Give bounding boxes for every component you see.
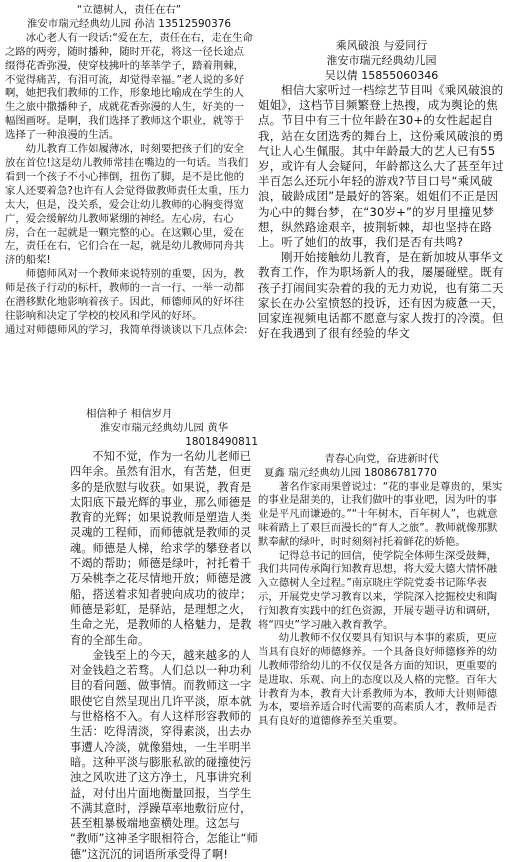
article-byline: 夏鑫 瑞元经典幼儿园 18086781770 — [264, 466, 437, 479]
paragraph: 相信大家听过一档综艺节目叫《乘风破浪的姐姐》，这档节目频繁登上热搜，成为舆论的焦点。节目中有三十位年龄在30+的女性起起自我，站在女团选秀的舞台上，这份乘风破浪的勇气让人心生佩服。其中年龄最大的艺人已有55岁，或许有人会疑问，年龄都这么大了甚至年过半百怎么还玩小年轻的游戏?节目口号“乘风破浪，破龄成团”是最好的答案。姐姐们不正是因为心中的舞台梦，在“30岁+”的岁月里撞见梦想，纵然路途艰辛，披荆斩棘，却也坚持在路上。听了她们的故事，我们是否有共鸣? — [258, 83, 504, 250]
article-chengfeng-polang — [258, 38, 505, 360]
article-body — [70, 449, 258, 862]
paragraph: 幼儿教育工作如履薄冰，时刻要把孩子们的安全放在首位!这是幼儿教师常挂在嘴边的一句话。当我们看到一个孩子不小心摔倒，扭伤了脚，是不是比他的 家人还要着急?也许有人会觉得做教师责任太重，压力太大，但是，没关系，爱会让幼儿教师的心胸变得宽广，爱会缓解幼儿教师紧绷的神经。左心房，右心房，合在一起就是一颗完整的心。在这颗心里，爱在左，责任在右，它们合在一起，就是幼儿教师同舟共济的船桨! — [5, 143, 250, 267]
article-title: 青春心向党，奋进新时代 — [324, 453, 439, 465]
paragraph: 师德师风对一个教师来说特别的重要，因为，教师是孩子行动的标杆，教师的一言一行、一举一动都在潜移默化地影响着孩子。因此，师德师风的好坏往往影响和决定了学校的校风和学风的好坏。 — [5, 268, 244, 322]
paragraph: 幼儿教师不仅仅要具有知识与本事的素质，更应当具有良好的师德修养。一个具备良好师德修养的幼儿教师带给幼儿的不仅仅是各方面的知识，更重要的是进取、乐观、向上的态度以及人格的完整。百年大计教育为本，教育大计系教师为本，教师大计则师德为本，要培养适合时代需要的高素质人才，教师是否具有良好的道德修养至关重要。 — [258, 632, 497, 728]
article-xiangxin-zhongzi — [70, 407, 258, 861]
article-body — [258, 481, 505, 729]
article-byline-contact: 吴以倩 15855060346 — [324, 69, 439, 82]
article-title: 相信种子 相信岁月 — [86, 408, 173, 420]
article-body — [258, 83, 505, 341]
paragraph: 通过对师德师风的学习，我简单得谈谈以下几点体会: — [5, 323, 248, 336]
paragraph: 冰心老人有一段话:“爱在左，责任在右，走在生命之路的两旁，随时播种，随时开花，将这一径长途点缀得花香弥漫，使穿枝拂叶的莘莘学子，踏着荆棘，不觉得痛苦，有泪可流，却觉得幸福。”老人说的多好啊，她把我们教师的工作，形象地比喻成在学生的人生之旅中撒播种子，成就花香弥漫的人生，好美的一幅图画呀。是啊，我们选择了教师这个职业，就等于选择了一种浪漫的生活。 — [5, 31, 253, 142]
article-byline: 淮安市瑞元经典幼儿园 — [326, 54, 437, 67]
article-byline: 淮安市瑞元经典幼儿园 孙洁 13512590376 — [26, 17, 231, 30]
paragraph: 著名作家雨果曾说过：“花的事业是尊贵的，果实的事业是甜美的，让我们做叶的事业吧，因为叶的事业是平凡而谦逊的。”“十年树木，百年树人”，也就意味着踏上了艰巨而漫长的“育人之旅”。教师就像那默默奉献的绿叶，时时刻刻衬托着鲜花的娇艳。 — [258, 480, 503, 548]
article-qingchun-xiangdang — [258, 453, 505, 785]
article-title: 乘风破浪 与爱同行 — [335, 39, 428, 52]
article-title: “立德树人，责任在右” — [76, 4, 182, 16]
article-lide-shuren — [5, 4, 253, 388]
article-byline-contact: 18018490811 — [185, 436, 258, 448]
article-byline: 淮安市瑞元经典幼儿园 黄华 — [100, 422, 228, 434]
paragraph: 刚开始接触幼儿教育，是在新加坡从事华文教育工作，作为职场新人的我，屡屡碰壁。既有孩子打闹间实杂着的我的无力劝说，也有第二天家长在办公室愤怒的投诉，还有因为疲惫一天，回家连视频电话都不愿意与家人拨打的冷漠。但好在我遇到了很有经验的华文 — [258, 250, 504, 341]
article-body — [5, 32, 253, 338]
paragraph: 不知不觉，作为一名幼儿老师已四年余。虽然有泪水，有苦楚，但更多的是欣慰与收获。如果说，教育是太阳底下最光辉的事业，那么师德是教育的光辉；如果说教师是塑造人类灵魂的工程师，而师德就是教师的灵魂。师德是人梯，给求学的攀登者以不竭的帮助；师德是绿叶，衬托着千万朵桃李之花尽情地开放；师德是渡船，搭送着求知者驶向成功的彼岸；师德是彩虹，是驿站，是理想之火，生命之光，是教师的人格魅力，是教育的全部生命。 — [70, 450, 252, 647]
paragraph: 金钱至上的今天，越来越多的人对金钱趋之若骛。人们总以一种功利目的看问题、做事情。而教师这一字眼使它自然呈现出几许平淡，原本就与世格格不入。有人这样形容教师的生活：吃得清淡，穿得素淡，出去办事遭人冷淡，就像猎烛，一生半明半暗。这种平淡与膨胀私欲的碰撞使污浊之风吹进了这方净土，凡事讲究利益，对付出片面地衡量回报，当学生不满其意时，浮躁草率地敷衍应付，甚至粗暴极端地蛮横处理。这怎与 “教师”这神圣字眼相符合，怎能让“师德”这沉沉的词语所承受得了啊! — [70, 648, 258, 861]
paragraph: 记得总书记的回信，使学院全体师生深受鼓舞，我们共同传承陶行知教育思想，将大爱大德大情怀融入立德树人全过程。”南京晓庄学院党委书记陈华表示，开展党史学习教育以来，学院深入挖掘校史和陶行知教育实践中的红色资源，开展专题寻访和调研，将“四史”学习融入教育教学。 — [258, 549, 497, 631]
